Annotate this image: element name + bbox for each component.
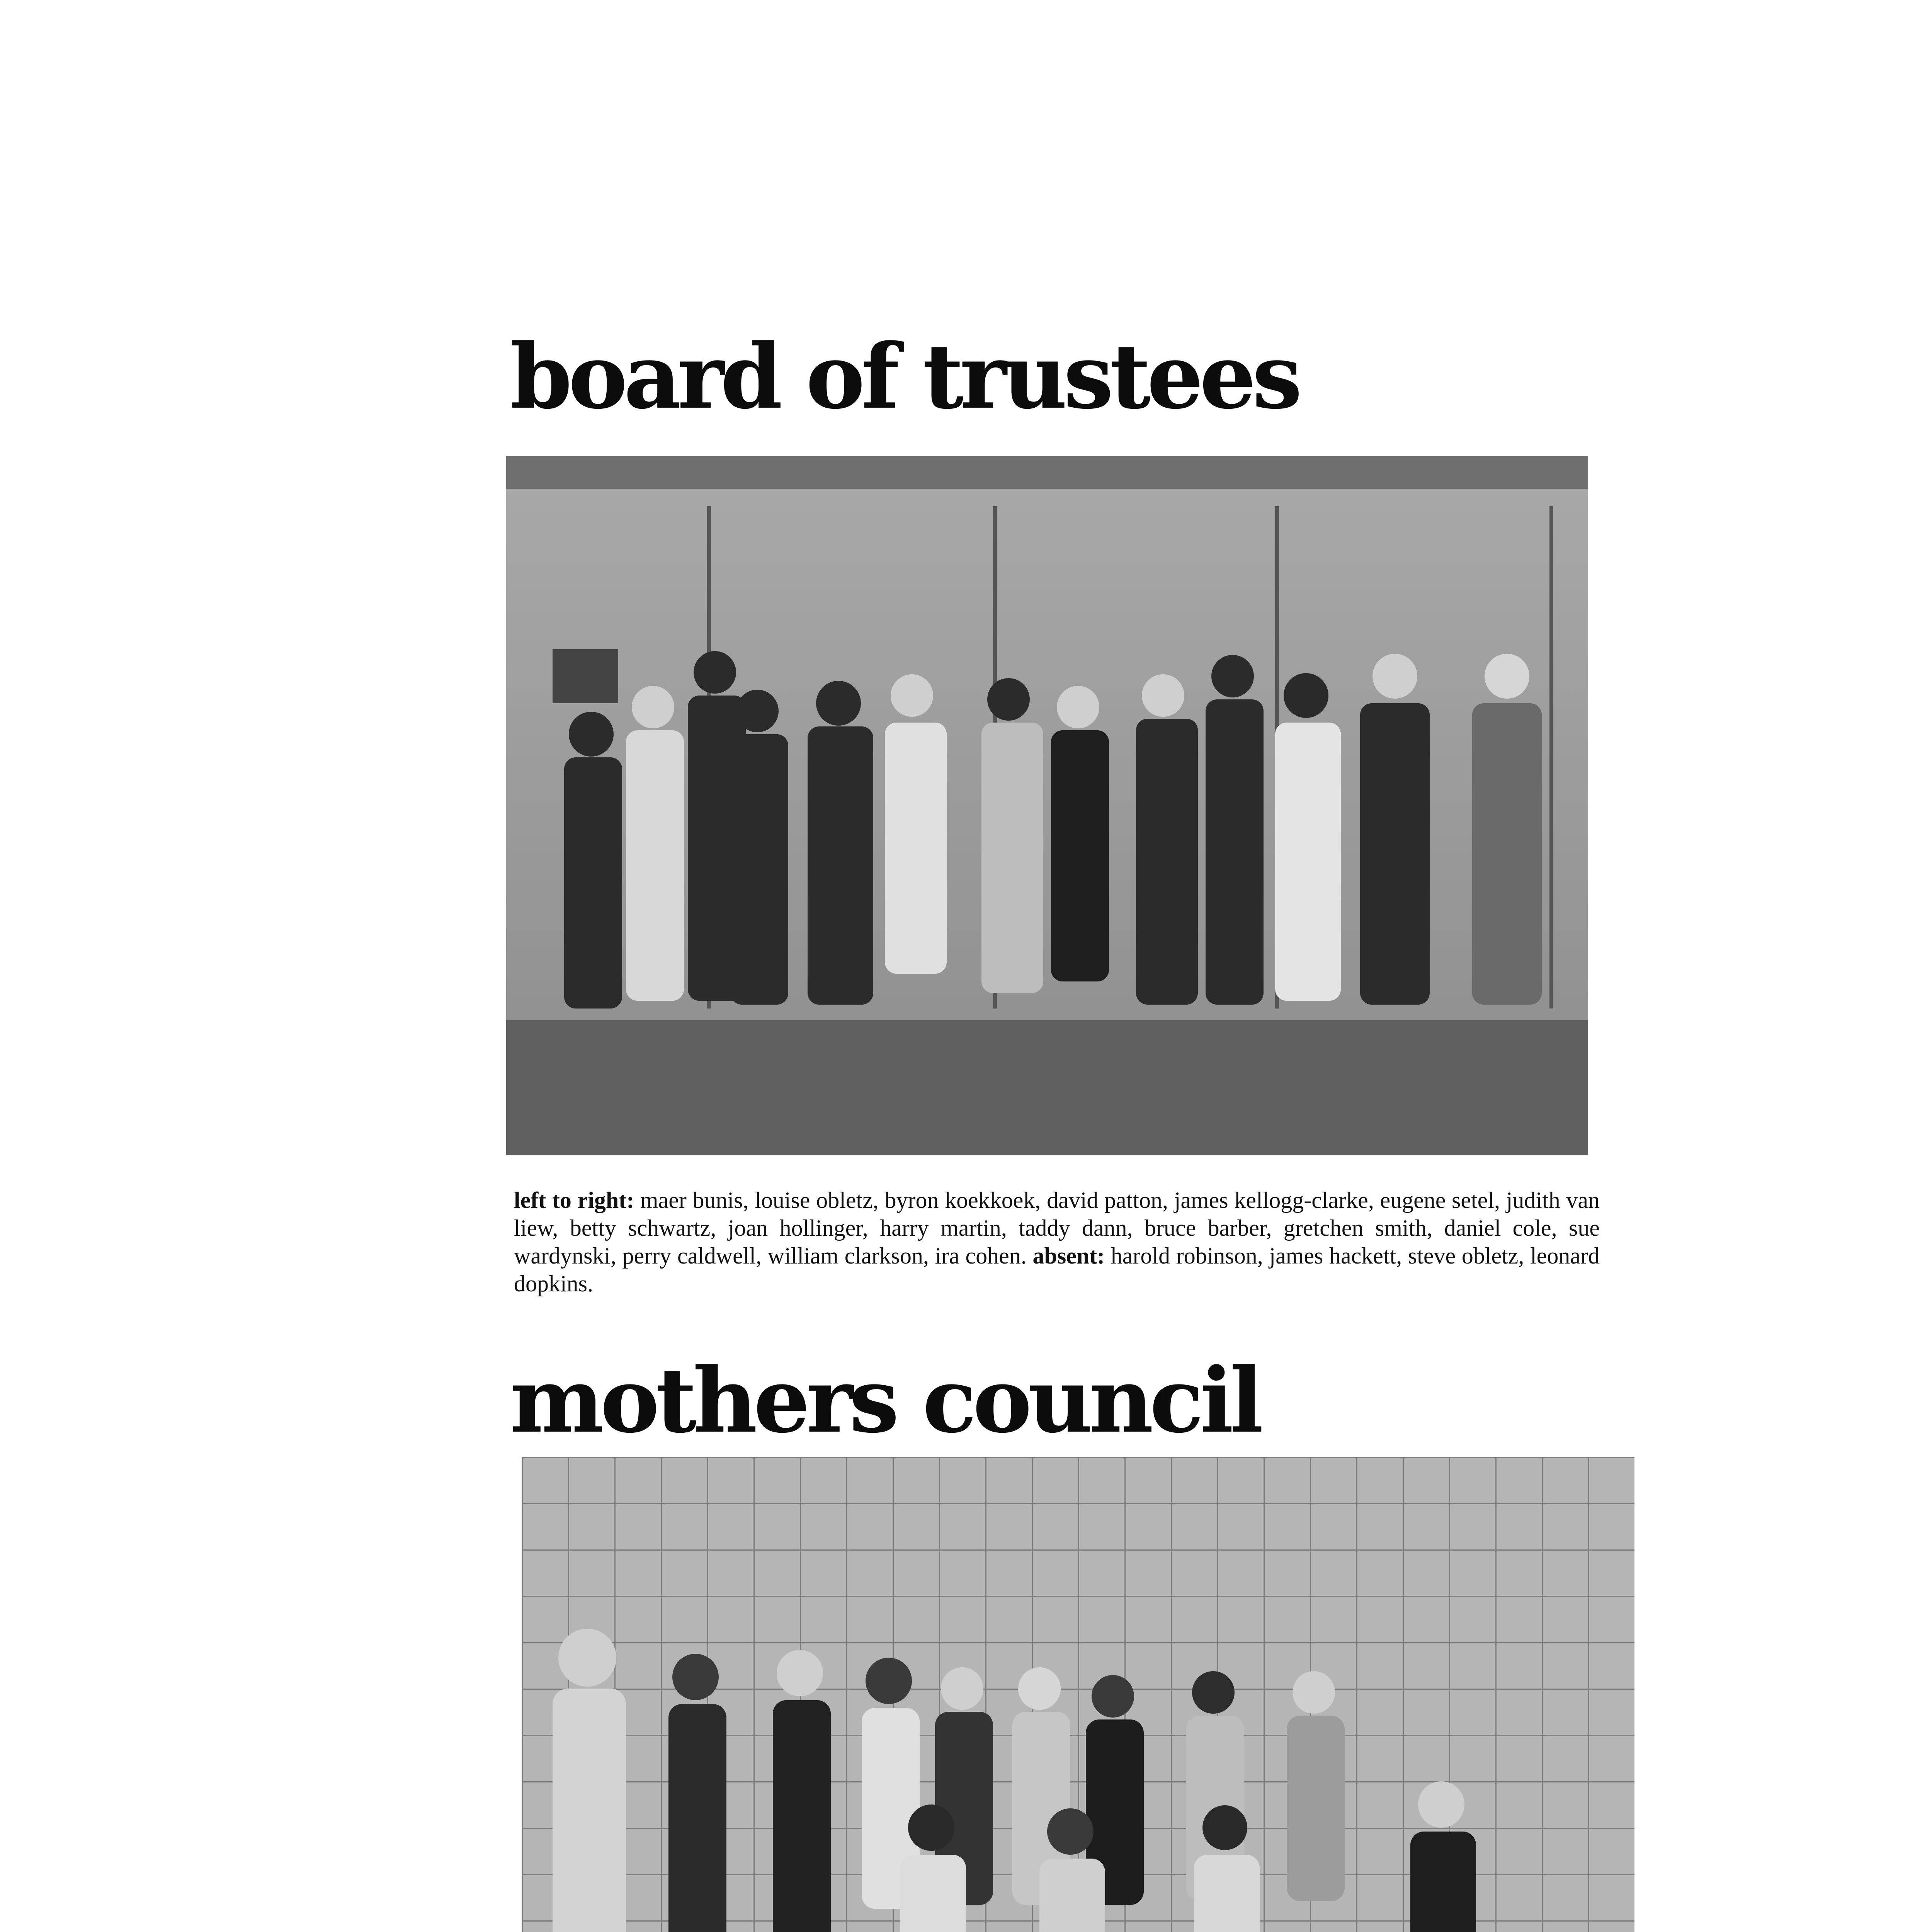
board-of-trustees-caption (514, 1186, 1600, 1298)
board-absent-names: harold robinson, james hackett, steve obletz, leonard dopkins. (514, 1243, 1600, 1296)
board-member-names: maer bunis, louise obletz, byron koekkoek, david patton, james kellogg-clarke, eugene setel, judith van liew, betty schwartz, joan hollinger, harry martin, taddy dann, bruce barber, gretchen smith, daniel cole, sue wardynski, perry caldwell, william clarkson, ira cohen. (514, 1187, 1600, 1269)
board-of-trustees-photo (506, 456, 1588, 1155)
caption-label-left-to-right: left to right: (514, 1187, 634, 1213)
mothers-council-heading: mothers council (510, 1349, 1260, 1453)
board-photo-illustration (506, 456, 1588, 1155)
board-of-trustees-heading: board of trustees (510, 325, 1299, 429)
mothers-council-photo (522, 1457, 1634, 1932)
mothers-photo-illustration (522, 1457, 1634, 1932)
caption-label-absent: absent: (1032, 1243, 1105, 1269)
